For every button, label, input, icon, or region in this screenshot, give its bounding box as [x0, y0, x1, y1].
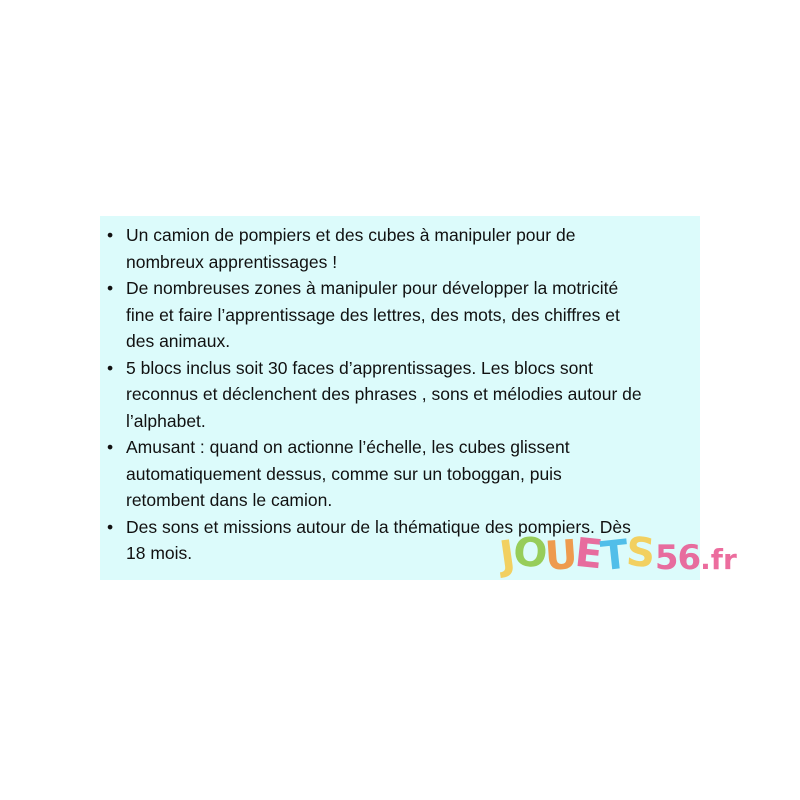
feature-line: Un camion de pompiers et des cubes à manipuler pour de — [126, 225, 576, 245]
watermark-letter: J — [496, 532, 517, 580]
bullet-icon: • — [107, 437, 114, 457]
watermark-letter: S — [624, 529, 655, 577]
feature-line: des animaux. — [126, 331, 231, 351]
feature-line: 5 blocs inclus soit 30 faces d’apprentissages. Les blocs sont — [126, 357, 593, 378]
bullet-icon: • — [107, 516, 114, 537]
watermark-letter: U — [543, 531, 577, 581]
feature-line: Amusant : quand on actionne l’échelle, les cubes glissent — [126, 437, 570, 457]
watermark-number: 56 — [654, 538, 701, 578]
feature-item — [107, 434, 690, 514]
feature-list — [107, 222, 690, 567]
watermark-letter: E — [573, 529, 604, 579]
feature-line: automatiquement dessus, comme sur un toboggan, puis — [126, 463, 562, 484]
feature-line: Des sons et missions autour de la thématique des pompiers. Dès — [126, 516, 631, 537]
bullet-icon: • — [107, 225, 114, 245]
watermark-letter: T — [598, 531, 629, 581]
feature-item — [107, 514, 690, 567]
feature-line: l’alphabet. — [126, 410, 206, 431]
bullet-icon: • — [107, 357, 114, 378]
feature-item — [107, 355, 690, 435]
feature-line: 18 mois. — [126, 543, 193, 563]
feature-line: nombreux apprentissages ! — [126, 251, 338, 272]
watermark-letter: O — [511, 528, 548, 578]
feature-item — [107, 222, 690, 275]
feature-line: De nombreuses zones à manipuler pour développer la motricité — [126, 278, 619, 298]
feature-line: retombent dans le camion. — [126, 490, 333, 510]
feature-line: reconnus et déclenchent des phrases , sons et mélodies autour de — [126, 384, 642, 404]
feature-item — [107, 275, 690, 355]
bullet-icon: • — [107, 278, 114, 298]
feature-line: fine et faire l’apprentissage des lettres, des mots, des chiffres et — [126, 304, 620, 325]
feature-panel — [100, 216, 700, 580]
watermark-domain: .fr — [700, 543, 737, 576]
